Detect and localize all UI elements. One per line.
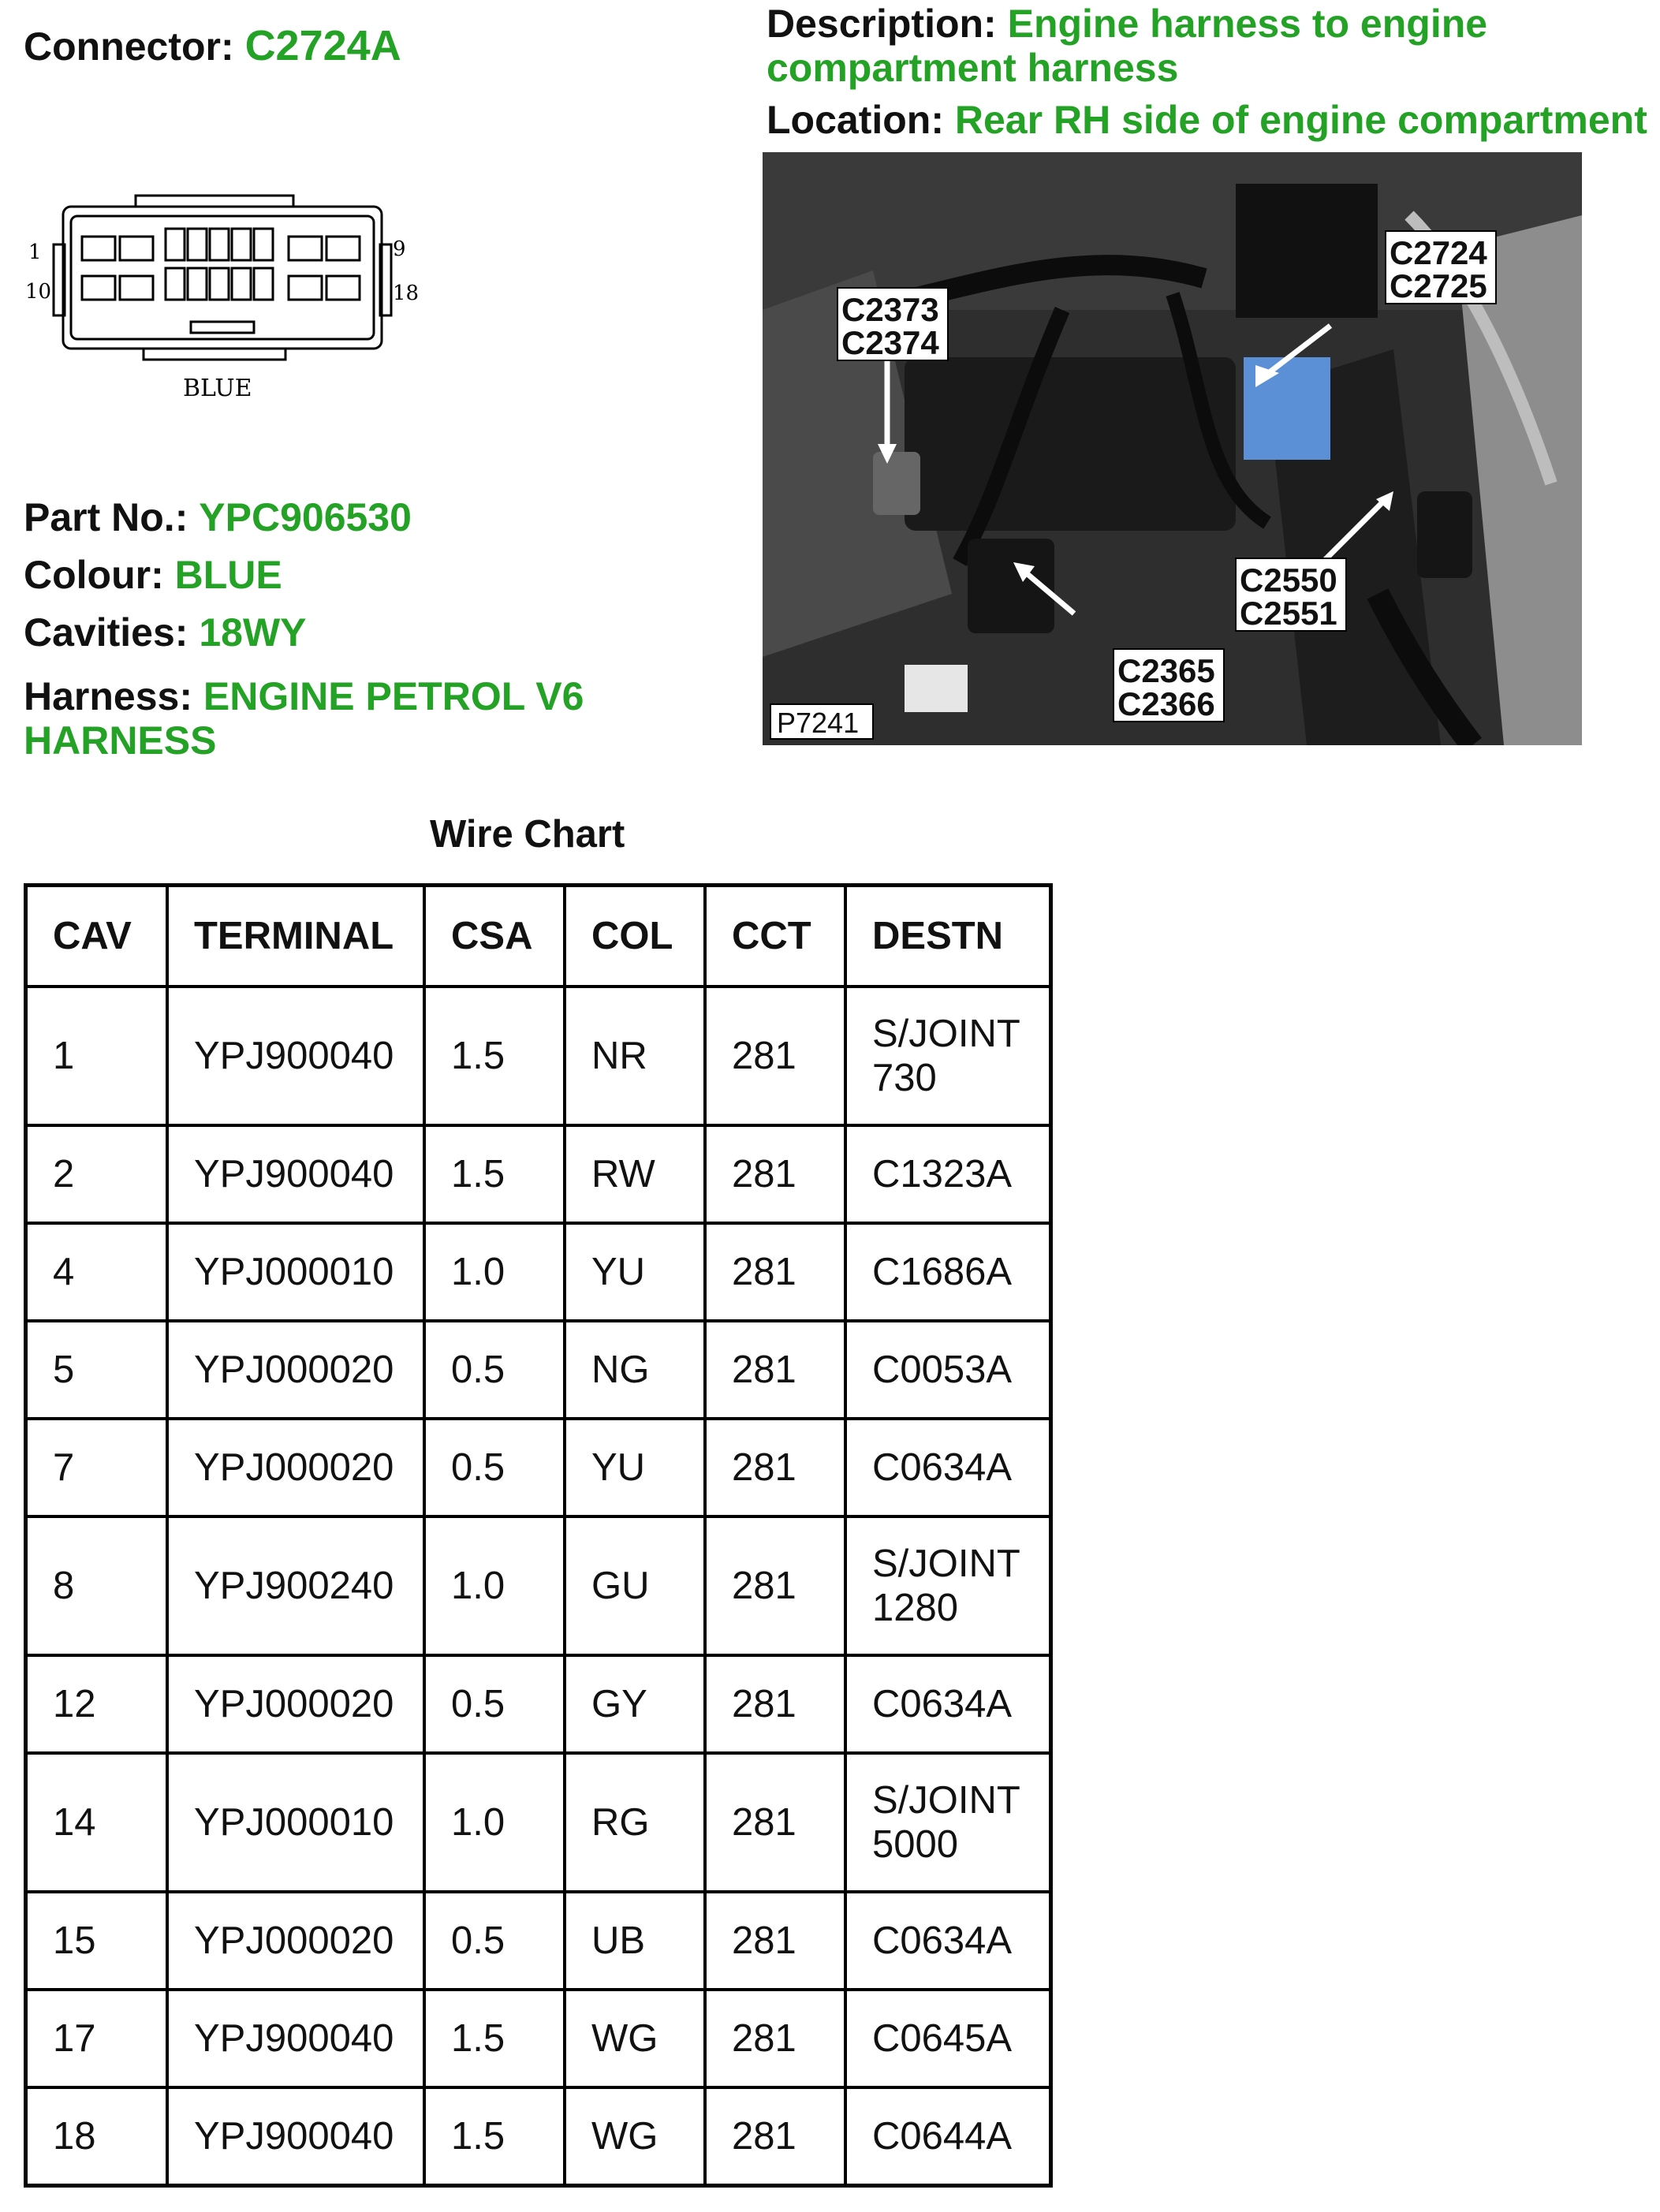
photo-callout-c2366: C2366: [1117, 685, 1215, 722]
pin-1-label: 1: [28, 241, 42, 264]
cell-csa: 1.5: [424, 1125, 565, 1223]
cell-cav: 8: [26, 1516, 168, 1655]
cell-csa: 0.5: [424, 1655, 565, 1753]
cell-cav: 5: [26, 1321, 168, 1419]
cell-col: WG: [565, 1990, 705, 2087]
cell-cav: 2: [26, 1125, 168, 1223]
cell-col: WG: [565, 2087, 705, 2186]
cell-col: YU: [565, 1223, 705, 1321]
column-header-cav: CAV: [26, 886, 168, 987]
description-value-line2: compartment harness: [767, 46, 1179, 90]
cell-cct: 281: [705, 1516, 845, 1655]
cell-destn: C0634A: [845, 1419, 1051, 1516]
colour-value: BLUE: [174, 553, 282, 597]
cell-destn: C0645A: [845, 1990, 1051, 2087]
connector-value: C2724A: [244, 22, 401, 69]
colour-caption: BLUE: [183, 375, 252, 402]
colour-label: Colour:: [24, 553, 164, 597]
cell-cct: 281: [705, 1223, 845, 1321]
table-row: [26, 987, 1051, 1125]
table-header-row: [26, 886, 1051, 987]
table-row: [26, 1655, 1051, 1753]
pin-9-label: 9: [393, 237, 406, 261]
column-header-destn: DESTN: [845, 886, 1051, 987]
photo-callout-c2373: C2373: [841, 291, 939, 328]
harness-label: Harness:: [24, 674, 192, 718]
location-label: Location:: [767, 98, 944, 142]
harness-value-line1: ENGINE PETROL V6: [203, 674, 584, 718]
cell-destn: C1323A: [845, 1125, 1051, 1223]
cell-terminal: YPJ000020: [167, 1655, 424, 1753]
cell-terminal: YPJ900040: [167, 1125, 424, 1223]
cell-cav: 1: [26, 987, 168, 1125]
cell-csa: 1.5: [424, 987, 565, 1125]
cell-csa: 1.0: [424, 1223, 565, 1321]
connector-heading: [24, 24, 401, 69]
cell-cav: 7: [26, 1419, 168, 1516]
cell-cct: 281: [705, 2087, 845, 2186]
cell-destn: C0053A: [845, 1321, 1051, 1419]
column-header-terminal: TERMINAL: [167, 886, 424, 987]
description-label: Description:: [767, 2, 997, 46]
wire-chart-table: [24, 883, 1053, 2188]
cell-col: NG: [565, 1321, 705, 1419]
cell-terminal: YPJ900240: [167, 1516, 424, 1655]
table-row: [26, 1753, 1051, 1892]
table-row: [26, 2087, 1051, 2186]
photo-callout-c2551: C2551: [1240, 595, 1337, 632]
pin-10-label: 10: [25, 280, 52, 304]
photo-callout-c2374: C2374: [841, 324, 939, 361]
harness-value-line2: HARNESS: [24, 718, 217, 763]
cavities-label: Cavities:: [24, 610, 188, 655]
cell-cct: 281: [705, 1419, 845, 1516]
column-header-col: COL: [565, 886, 705, 987]
photo-callout-c2365: C2365: [1117, 652, 1215, 689]
cell-destn: S/JOINT 5000: [845, 1753, 1051, 1892]
table-row: [26, 1892, 1051, 1990]
location-photo: [763, 152, 1582, 745]
cell-cct: 281: [705, 1125, 845, 1223]
cell-csa: 0.5: [424, 1892, 565, 1990]
cell-col: NR: [565, 987, 705, 1125]
location-value: Rear RH side of engine compartment: [954, 98, 1647, 142]
cell-col: YU: [565, 1419, 705, 1516]
cell-destn: C0644A: [845, 2087, 1051, 2186]
cell-terminal: YPJ000020: [167, 1321, 424, 1419]
cell-cav: 4: [26, 1223, 168, 1321]
table-row: [26, 1516, 1051, 1655]
cavities-value: 18WY: [199, 610, 307, 655]
cell-cav: 18: [26, 2087, 168, 2186]
cell-col: RW: [565, 1125, 705, 1223]
cell-col: UB: [565, 1892, 705, 1990]
cell-cav: 14: [26, 1753, 168, 1892]
column-header-cct: CCT: [705, 886, 845, 987]
table-row: [26, 1419, 1051, 1516]
table-row: [26, 1990, 1051, 2087]
cell-terminal: YPJ000020: [167, 1892, 424, 1990]
pin-18-label: 18: [393, 282, 420, 305]
wire-chart-rows: [26, 987, 1051, 2186]
description-block: [767, 2, 1647, 142]
cell-csa: 0.5: [424, 1419, 565, 1516]
cell-csa: 1.5: [424, 1990, 565, 2087]
description-value-line1: Engine harness to engine: [1007, 2, 1488, 46]
part-details: [24, 489, 412, 662]
cell-cct: 281: [705, 987, 845, 1125]
cell-cct: 281: [705, 1321, 845, 1419]
part-number-label: Part No.:: [24, 495, 188, 539]
cell-cav: 12: [26, 1655, 168, 1753]
photo-callout-c2724: C2724: [1390, 234, 1487, 271]
cell-destn: C0634A: [845, 1892, 1051, 1990]
cell-destn: S/JOINT 730: [845, 987, 1051, 1125]
cell-csa: 1.5: [424, 2087, 565, 2186]
cell-cct: 281: [705, 1655, 845, 1753]
cell-cct: 281: [705, 1892, 845, 1990]
part-number-value: YPC906530: [199, 495, 412, 539]
cell-cct: 281: [705, 1990, 845, 2087]
cell-terminal: YPJ000010: [167, 1753, 424, 1892]
cell-csa: 1.0: [424, 1516, 565, 1655]
cell-csa: 0.5: [424, 1321, 565, 1419]
harness-details: [24, 674, 584, 763]
table-row: [26, 1125, 1051, 1223]
column-header-csa: CSA: [424, 886, 565, 987]
cell-destn: S/JOINT 1280: [845, 1516, 1051, 1655]
connector-face-diagram: [25, 189, 420, 410]
table-row: [26, 1321, 1051, 1419]
cell-destn: C1686A: [845, 1223, 1051, 1321]
wire-chart-title: Wire Chart: [430, 813, 625, 856]
cell-destn: C0634A: [845, 1655, 1051, 1753]
cell-csa: 1.0: [424, 1753, 565, 1892]
cell-terminal: YPJ000020: [167, 1419, 424, 1516]
table-row: [26, 1223, 1051, 1321]
cell-col: GU: [565, 1516, 705, 1655]
cell-terminal: YPJ900040: [167, 1990, 424, 2087]
cell-terminal: YPJ900040: [167, 2087, 424, 2186]
cell-terminal: YPJ000010: [167, 1223, 424, 1321]
cell-col: GY: [565, 1655, 705, 1753]
photo-callout-c2725: C2725: [1390, 267, 1487, 304]
cell-cav: 17: [26, 1990, 168, 2087]
cell-terminal: YPJ900040: [167, 987, 424, 1125]
connector-label: Connector:: [24, 24, 234, 69]
cell-cav: 15: [26, 1892, 168, 1990]
photo-reference: P7241: [777, 707, 860, 739]
cell-cct: 281: [705, 1753, 845, 1892]
photo-callout-c2550: C2550: [1240, 561, 1337, 599]
cell-col: RG: [565, 1753, 705, 1892]
